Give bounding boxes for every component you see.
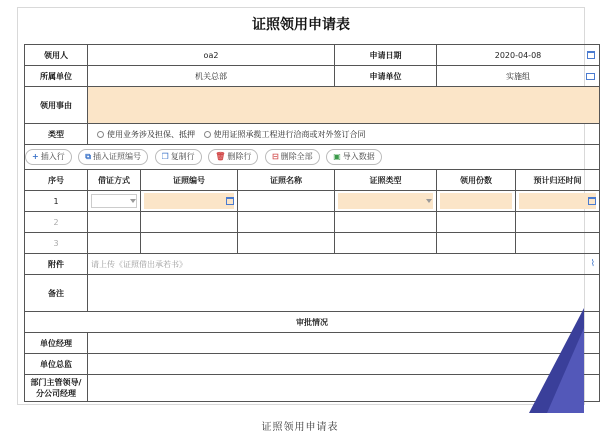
- delete-all-icon: ⊟: [271, 152, 279, 161]
- quantity-input: [440, 193, 512, 209]
- date-label: 申请日期: [335, 45, 437, 66]
- org-picker-icon[interactable]: [586, 73, 595, 80]
- type-option-guarantee: 使用业务涉及担保、抵押: [107, 129, 195, 139]
- license-name-field[interactable]: [238, 191, 335, 212]
- type-radio-guarantee[interactable]: [97, 131, 104, 138]
- grid-cell[interactable]: [516, 233, 600, 254]
- insert-code-label: 插入证照编号: [92, 152, 141, 161]
- approval-section-title: 审批情况: [25, 312, 600, 333]
- unit-label: 所属单位: [25, 66, 88, 87]
- dept-label: [25, 375, 88, 402]
- grid-cell[interactable]: [141, 212, 238, 233]
- manager-approval-field: [88, 333, 600, 354]
- import-data-label: 导入数据: [342, 152, 375, 161]
- type-options: [88, 124, 600, 145]
- insert-code-icon: ⧉: [85, 152, 91, 161]
- attachment-field[interactable]: [88, 254, 600, 275]
- attachment-placeholder: 请上传《证照借出承若书》: [91, 259, 187, 269]
- grid-cell[interactable]: [238, 212, 335, 233]
- grid-cell[interactable]: [516, 212, 600, 233]
- type-label: 类型: [25, 124, 88, 145]
- form-frame: [17, 7, 595, 405]
- director-label: 单位总监: [25, 354, 88, 375]
- delete-row-label: 删除行: [227, 152, 252, 161]
- dept-approval-field: [88, 375, 600, 402]
- return-date-input: [519, 193, 596, 209]
- grid-header-cell: 借证方式: [88, 170, 141, 191]
- grid-header-cell: 领用份数: [437, 170, 516, 191]
- manager-label: 单位经理: [25, 333, 88, 354]
- type-radio-contract[interactable]: [204, 131, 211, 138]
- trash-icon: 🗑: [215, 152, 226, 161]
- code-input: [144, 193, 234, 209]
- insert-code-button[interactable]: [78, 149, 148, 165]
- grid-row: [25, 233, 600, 254]
- application-form: [24, 44, 600, 402]
- figure-caption: 证照领用申请表: [261, 422, 339, 433]
- unit-field[interactable]: 机关总部: [88, 66, 335, 87]
- grid-header-cell: 证照编号: [141, 170, 238, 191]
- type-select-box: [338, 193, 433, 209]
- type-option-contract: 使用证照承揽工程进行洽商或对外签订合同: [213, 129, 366, 139]
- copy-icon: ❐: [161, 152, 169, 161]
- grid-header-row: [25, 170, 600, 191]
- grid-cell[interactable]: [238, 233, 335, 254]
- license-code-field[interactable]: [141, 191, 238, 212]
- grid-header-cell: 预计归还时间: [516, 170, 600, 191]
- delete-all-label: 删除全部: [280, 152, 313, 161]
- quantity-field[interactable]: [437, 191, 516, 212]
- calendar-icon[interactable]: [587, 51, 595, 59]
- grid-cell[interactable]: [437, 233, 516, 254]
- delete-all-button[interactable]: [265, 149, 320, 165]
- dept-label-line2: 分公司经理: [36, 389, 76, 398]
- return-date-field[interactable]: [516, 191, 600, 212]
- copy-row-button[interactable]: [155, 149, 202, 165]
- grid-header-cell: 证照名称: [238, 170, 335, 191]
- decorative-corner: [529, 308, 584, 413]
- paperclip-icon[interactable]: ⌇: [590, 259, 595, 269]
- insert-row-button[interactable]: [25, 149, 72, 165]
- grid-cell[interactable]: [88, 233, 141, 254]
- license-type-select[interactable]: [335, 191, 437, 212]
- row-number: 2: [25, 212, 88, 233]
- borrow-method-select[interactable]: [88, 191, 141, 212]
- grid-header-cell: 证照类型: [335, 170, 437, 191]
- chevron-down-icon: [130, 199, 136, 203]
- remark-label: 备注: [25, 275, 88, 312]
- attachment-label: 附件: [25, 254, 88, 275]
- grid-cell[interactable]: [141, 233, 238, 254]
- delete-row-button[interactable]: [208, 149, 258, 165]
- grid-cell[interactable]: [335, 233, 437, 254]
- applicant-field[interactable]: oa2: [88, 45, 335, 66]
- grid-row: [25, 191, 600, 212]
- apply-unit-label: 申请单位: [335, 66, 437, 87]
- excel-icon: ▣: [333, 152, 341, 161]
- row-number: 3: [25, 233, 88, 254]
- grid-cell[interactable]: [437, 212, 516, 233]
- insert-row-label: 插入行: [40, 152, 65, 161]
- applicant-label: 领用人: [25, 45, 88, 66]
- form-title: 证照领用申请表: [252, 17, 350, 33]
- grid-cell[interactable]: [335, 212, 437, 233]
- plus-icon: +: [32, 152, 39, 161]
- calendar-icon[interactable]: [588, 197, 596, 205]
- grid-cell[interactable]: [88, 212, 141, 233]
- import-data-button[interactable]: [326, 149, 382, 165]
- apply-unit-field[interactable]: [437, 66, 600, 87]
- reason-textarea[interactable]: [88, 87, 600, 124]
- director-approval-field: [88, 354, 600, 375]
- date-field[interactable]: [437, 45, 600, 66]
- copy-row-label: 复制行: [170, 152, 195, 161]
- apply-unit-value: 实施组: [506, 71, 530, 81]
- picker-icon[interactable]: [226, 197, 234, 205]
- chevron-down-icon: [426, 199, 432, 203]
- grid-row: [25, 212, 600, 233]
- grid-header-cell: 序号: [25, 170, 88, 191]
- grid-toolbar: [25, 145, 600, 170]
- dept-label-line1: 部门主管领导/: [30, 378, 82, 387]
- remark-field[interactable]: [88, 275, 600, 312]
- date-value: 2020-04-08: [494, 50, 542, 60]
- reason-label: 领用事由: [25, 87, 88, 124]
- row-number: 1: [25, 191, 88, 212]
